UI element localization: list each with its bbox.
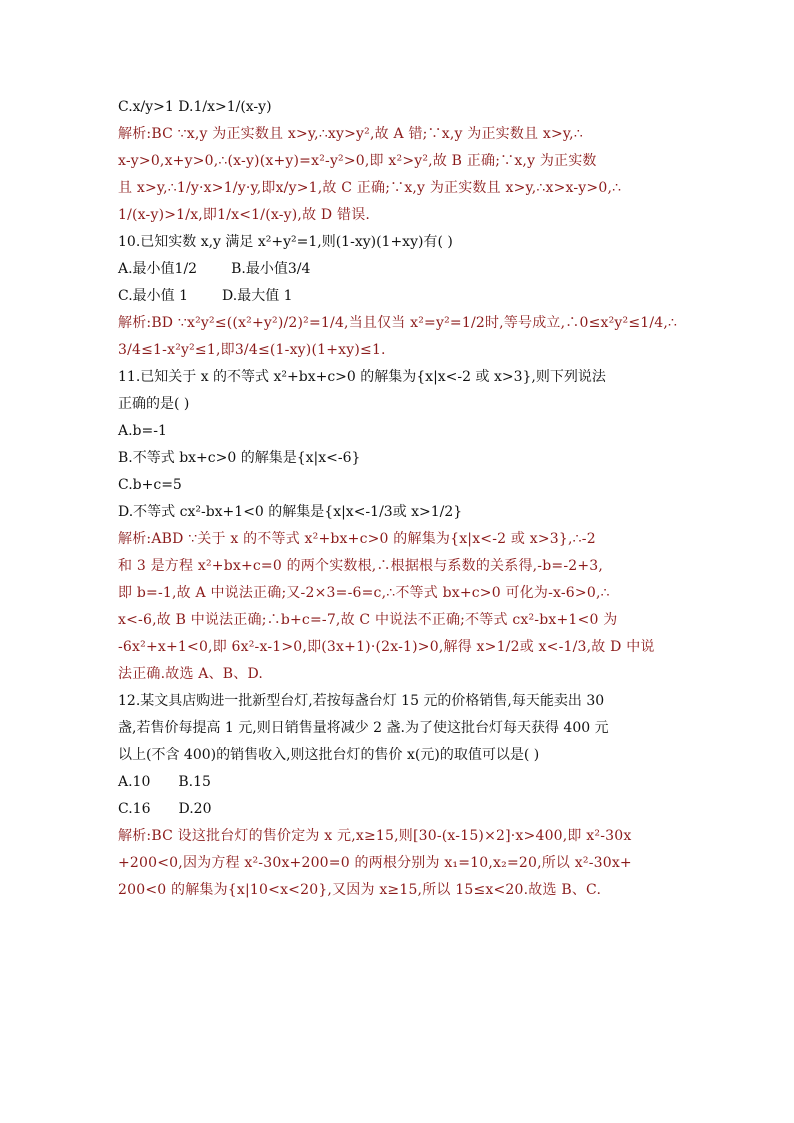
q11-stem-line-1: 11.已知关于 x 的不等式 x²+bx+c>0 的解集为{x|x<-2 或 x>3},则下列说法 [118,369,606,385]
q9-analysis-line-3: 且 x>y,∴1/y·x>1/y·y,即x/y>1,故 C 正确;∵x,y 为正实数且 x>y,∴x>x-y>0,∴ [118,180,622,196]
q12-options-cd [118,796,678,823]
q10-option-b: B.最小值3/4 [231,261,311,277]
q11-stem-line-2: 正确的是( ) [118,396,190,412]
q10-options-ab [118,256,678,283]
q11-analysis-line-5: -6x²+x+1<0,即 6x²-x-1>0,即(3x+1)·(2x-1)>0,解得 x>1/2或 x<-1/3,故 D 中说 [118,639,655,655]
q10-option-d: D.最大值 1 [222,288,293,304]
q12-options-ab [118,769,678,796]
q12-analysis-line-3: 200<0 的解集为{x|10<x<20},又因为 x≥15,所以 15≤x<20.故选 B、C. [118,882,602,898]
q11-analysis-line-6: 法正确.故选 A、B、D. [118,666,264,682]
q10-stem: 10.已知实数 x,y 满足 x²+y²=1,则(1-xy)(1+xy)有( ) [118,234,453,250]
q11-option-d: D.不等式 cx²-bx+1<0 的解集是{x|x<-1/3或 x>1/2} [118,504,463,520]
q11-option-b: B.不等式 bx+c>0 的解集是{x|x<-6} [118,450,361,466]
q9-analysis-line-2: x-y>0,x+y>0,∴(x-y)(x+y)=x²-y²>0,即 x²>y²,故 B 正确;∵x,y 为正实数 [118,153,597,169]
q10-analysis-line-2: 3/4≤1-x²y²≤1,即3/4≤(1-xy)(1+xy)≤1. [118,342,386,358]
q12-option-a: A.10 [118,774,151,790]
q12-stem-line-1: 12.某文具店购进一批新型台灯,若按每盏台灯 15 元的价格销售,每天能卖出 30 [118,693,605,709]
document-page [118,94,678,904]
q10-option-a: A.最小值1/2 [118,261,198,277]
q12-analysis-line-1: 解析:BC 设这批台灯的售价定为 x 元,x≥15,则[30-(x-15)×2]·x>400,即 x²-30x [118,828,632,844]
q11-analysis-line-2: 和 3 是方程 x²+bx+c=0 的两个实数根,∴根据根与系数的关系得,-b=-2+3, [118,558,604,574]
q10-option-c: C.最小值 1 [118,288,189,304]
q11-option-c: C.b+c=5 [118,477,182,493]
q12-option-b: B.15 [178,774,211,790]
q11-analysis-line-3: 即 b=-1,故 A 中说法正确;又-2×3=-6=c,∴不等式 bx+c>0 可化为-x-6>0,∴ [118,585,610,601]
q11-analysis-line-4: x<-6,故 B 中说法正确;∴b+c=-7,故 C 中说法不正确;不等式 cx²-bx+1<0 为 [118,612,618,628]
q12-stem-line-3: 以上(不含 400)的销售收入,则这批台灯的售价 x(元)的取值可以是( ) [118,747,540,763]
q9-analysis-line-1: 解析:BC ∵x,y 为正实数且 x>y,∴xy>y²,故 A 错;∵x,y 为正实数且 x>y,∴ [118,126,583,142]
q12-option-d: D.20 [178,801,212,817]
q11-option-a: A.b=-1 [118,423,167,439]
q12-option-c: C.16 [118,801,151,817]
q12-analysis-line-2: +200<0,因为方程 x²-30x+200=0 的两根分别为 x₁=10,x₂=20,所以 x²-30x+ [118,855,632,871]
q9-analysis-line-4: 1/(x-y)>1/x,即1/x<1/(x-y),故 D 错误. [118,207,371,223]
q10-analysis-line-1: 解析:BD ∵x²y²≤((x²+y²)/2)²=1/4,当且仅当 x²=y²=1/2时,等号成立,∴0≤x²y²≤1/4,∴ [118,315,678,331]
q12-stem-line-2: 盏,若售价每提高 1 元,则日销售量将减少 2 盏.为了使这批台灯每天获得 400 元 [118,720,609,736]
q10-options-cd [118,283,678,310]
q11-analysis-line-1: 解析:ABD ∵关于 x 的不等式 x²+bx+c>0 的解集为{x|x<-2 或 x>3},∴-2 [118,531,596,547]
q9-options-cd: C.x/y>1 D.1/x>1/(x-y) [118,99,272,115]
